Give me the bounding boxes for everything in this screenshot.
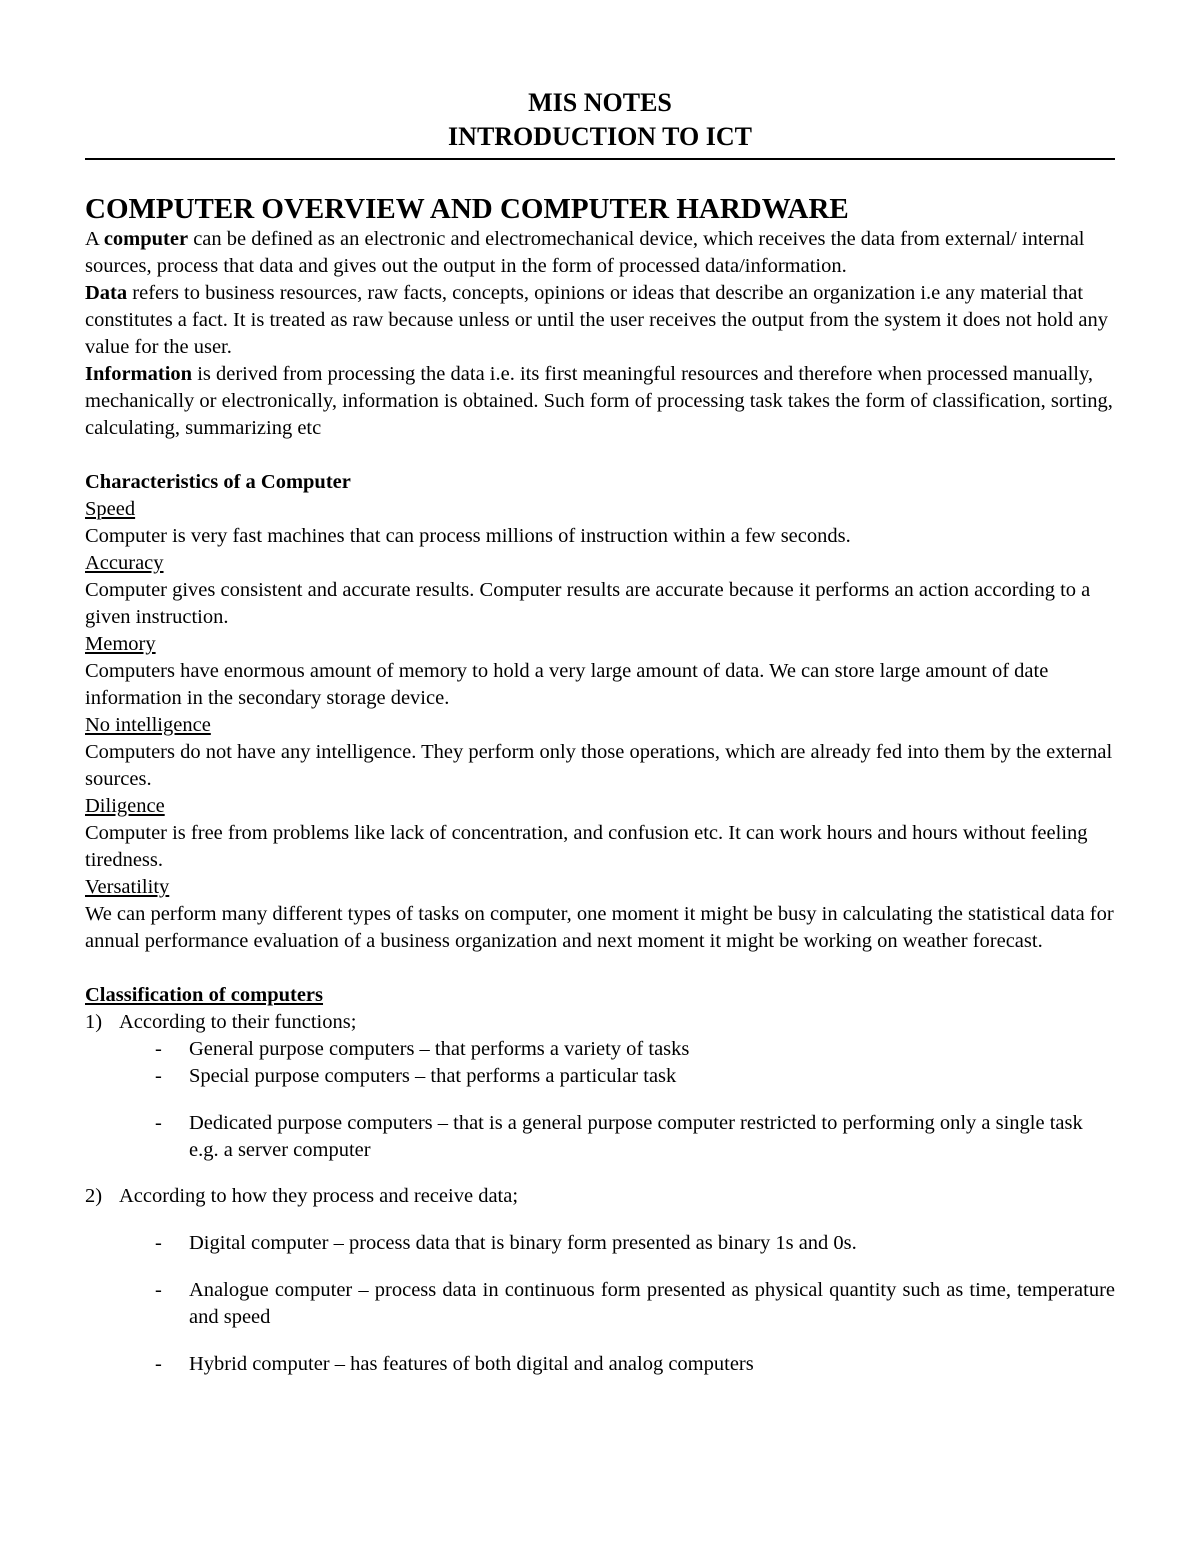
characteristics-heading: Characteristics of a Computer [85, 471, 351, 493]
main-heading: COMPUTER OVERVIEW AND COMPUTER HARDWARE [85, 193, 849, 225]
characteristics-list [85, 496, 1115, 955]
group-label: According to how they process and receive data; [119, 1185, 519, 1207]
list-item: - Digital computer – process data that is binary form presented as binary 1s and 0s. [155, 1232, 857, 1254]
header-divider [85, 158, 1115, 160]
computer-term: computer [103, 228, 189, 250]
document-header [85, 86, 1115, 154]
group-label: According to their functions; [119, 1011, 357, 1033]
list-item: - General purpose computers – that performs a variety of tasks [155, 1038, 690, 1060]
characteristic-text: Computers do not have any intelligence. They perform only those operations, which are already fed into them by the external sources. [85, 741, 1113, 790]
characteristic-text: We can perform many different types of tasks on computer, one moment it might be busy in calculating the statistical data for annual performance evaluation of a business organization and next moment it might be working on weather forecast. [85, 903, 1114, 952]
document-page [85, 86, 1115, 1378]
list-item: - Dedicated purpose computers – that is a general purpose computer restricted to performing only a single task e.g. a server computer [155, 1112, 1083, 1161]
characteristic-text: Computers have enormous amount of memory to hold a very large amount of data. We can store large amount of date information in the secondary storage device. [85, 660, 1049, 709]
list-item: - Analogue computer – process data in continuous form presented as physical quantity such as time, temperature and speed [155, 1279, 1115, 1328]
characteristic-title: Memory [85, 633, 156, 655]
characteristic-text: Computer is very fast machines that can process millions of instruction within a few seconds. [85, 525, 851, 547]
characteristic-title: Speed [85, 498, 136, 520]
data-definition: Data refers to business resources, raw facts, concepts, opinions or ideas that describe an organization i.e any material that constitutes a fact. It is treated as raw because unless or until the user receives the output from the system it does not hold any value for the user. [85, 282, 1109, 358]
list-item: - Hybrid computer – has features of both digital and analog computers [155, 1353, 754, 1375]
characteristic-text: Computer is free from problems like lack of concentration, and confusion etc. It can work hours and hours without feeling tiredness. [85, 822, 1088, 871]
computer-definition: A computer can be defined as an electronic and electromechanical device, which receives the data from external/ internal sources, process that data and gives out the output in the form of processed data/information. [85, 228, 1085, 277]
classification-group-functions [85, 1009, 1115, 1036]
list-item: - Special purpose computers – that performs a particular task [155, 1065, 677, 1087]
list-number: 2) [85, 1185, 103, 1207]
header-subtitle: INTRODUCTION TO ICT [448, 122, 752, 151]
functions-bullet-list [85, 1036, 1115, 1164]
data-term: Data [85, 282, 128, 304]
classification-group-processing [85, 1183, 1115, 1210]
information-term: Information [85, 363, 193, 385]
list-number: 1) [85, 1011, 103, 1033]
characteristic-title: Diligence [85, 795, 165, 817]
characteristic-text: Computer gives consistent and accurate results. Computer results are accurate because it performs an action according to a given instruction. [85, 579, 1091, 628]
characteristic-title: No intelligence [85, 714, 211, 736]
classification-heading: Classification of computers [85, 984, 324, 1006]
processing-bullet-list [85, 1230, 1115, 1378]
header-title: MIS NOTES [528, 88, 672, 117]
information-definition: Information is derived from processing the data i.e. its first meaningful resources and therefore when processed manually, mechanically or electronically, information is obtained. Such form of processing task takes the form of classification, sorting, calculating, summarizing etc [85, 363, 1113, 439]
characteristic-title: Accuracy [85, 552, 164, 574]
characteristic-title: Versatility [85, 876, 170, 898]
